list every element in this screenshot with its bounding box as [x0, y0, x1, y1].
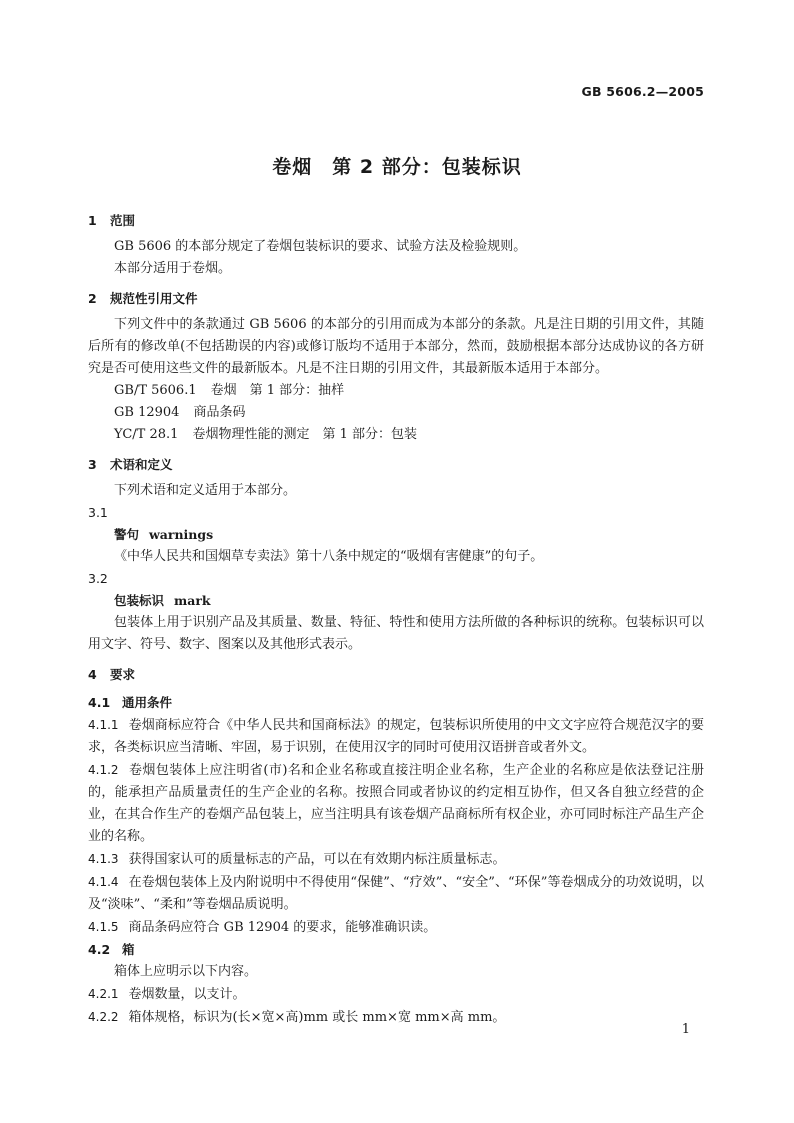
reference-title: 商品条码	[193, 405, 246, 420]
term-number: 3.1	[88, 505, 108, 520]
term-heading	[88, 590, 704, 612]
subsection-title: 通用条件	[122, 695, 173, 710]
clause-text: 箱体规格，标识为(长×宽×高)mm 或长 mm×宽 mm×高 mm。	[128, 1010, 506, 1025]
term-english: mark	[174, 593, 211, 608]
reference-title: 卷烟 第 1 部分：抽样	[210, 383, 345, 398]
term-definition: 《中华人民共和国烟草专卖法》第十八条中规定的“吸烟有害健康”的句子。	[114, 549, 544, 564]
term-english: warnings	[149, 527, 214, 542]
reference-item	[88, 380, 704, 402]
section-number: 2	[88, 291, 97, 306]
reference-code: GB 12904	[114, 405, 180, 420]
clause-number: 4.1.1	[88, 718, 119, 732]
reference-item	[88, 424, 704, 446]
standard-number: GB 5606.2—2005	[581, 84, 704, 99]
clause-4-1-3	[88, 848, 704, 871]
section-title: 规范性引用文件	[110, 291, 198, 306]
section-title: 要求	[110, 667, 136, 682]
subsection-heading	[88, 939, 704, 961]
clause-number: 4.1.2	[88, 763, 119, 777]
term-chinese: 包装标识	[114, 593, 165, 608]
document-title: 卷烟 第 2 部分：包装标识	[272, 156, 522, 178]
clause-number: 4.2.2	[88, 1010, 119, 1024]
page-number: 1	[681, 1022, 690, 1037]
clause-number: 4.2.1	[88, 987, 119, 1001]
clause-text: 卷烟包装体上应注明省(市)名和企业名称或直接注明企业名称，生产企业的名称应是依法登记注册的，能承担产品质量责任的生产企业的名称。按照合同或者协议的约定相互协作，但又各自独立经营的企业，在其合作生产的卷烟产品包装上，应当注明具有该卷烟产品商标所有权企业，亦可同时标注产品生产企业的名称。	[88, 763, 704, 844]
clause-4-1-4	[88, 871, 704, 916]
term-number: 3.2	[88, 571, 108, 586]
clause-4-2-1	[88, 983, 704, 1006]
paragraph: 本部分适用于卷烟。	[114, 261, 232, 276]
clause-text: 在卷烟包装体上及内附说明中不得使用“保健”、“疗效”、“安全”、“环保”等卷烟成分的功效说明，以及“淡味”、“柔和”等卷烟品质说明。	[88, 875, 704, 912]
section-title: 范围	[110, 213, 136, 228]
reference-title: 卷烟物理性能的测定 第 1 部分：包装	[192, 427, 417, 442]
paragraph: 下列术语和定义适用于本部分。	[114, 483, 297, 498]
clause-number: 4.1.5	[88, 920, 119, 934]
section-2-heading	[88, 288, 704, 310]
term-heading	[88, 524, 704, 546]
section-title: 术语和定义	[110, 457, 173, 472]
clause-text: 商品条码应符合 GB 12904 的要求，能够准确识读。	[128, 920, 437, 935]
term-chinese: 警句	[114, 527, 140, 542]
section-number: 4	[88, 667, 97, 682]
clause-4-2-2	[88, 1006, 704, 1029]
document-body	[88, 210, 704, 1029]
subsection-number: 4.2	[88, 942, 111, 957]
clause-text: 卷烟商标应符合《中华人民共和国商标法》的规定，包装标识所使用的中文文字应符合规范汉字的要求，各类标识应当清晰、牢固，易于识别，在使用汉字的同时可使用汉语拼音或者外文。	[88, 718, 704, 755]
clause-number: 4.1.3	[88, 852, 119, 866]
reference-item	[88, 402, 704, 424]
section-number: 3	[88, 457, 97, 472]
paragraph: GB 5606 的本部分规定了卷烟包装标识的要求、试验方法及检验规则。	[114, 239, 527, 254]
paragraph: 箱体上应明示以下内容。	[114, 964, 258, 979]
clause-text: 卷烟数量，以支计。	[128, 987, 246, 1002]
term-definition: 包装体上用于识别产品及其质量、数量、特征、特性和使用方法所做的各种标识的统称。包装标识可以用文字、符号、数字、图案以及其他形式表示。	[88, 615, 704, 652]
clause-4-1-1	[88, 714, 704, 759]
clause-4-1-5	[88, 916, 704, 939]
section-1-heading	[88, 210, 704, 232]
subsection-number: 4.1	[88, 695, 111, 710]
subsection-heading	[88, 692, 704, 714]
section-4-heading	[88, 664, 704, 686]
clause-4-1-2	[88, 759, 704, 848]
reference-code: GB/T 5606.1	[114, 383, 197, 398]
section-number: 1	[88, 213, 97, 228]
paragraph: 下列文件中的条款通过 GB 5606 的本部分的引用而成为本部分的条款。凡是注日期的引用文件，其随后所有的修改单(不包括勘误的内容)或修订版均不适用于本部分，然而，鼓励根据本部分达成协议的各方研究是否可使用这些文件的最新版本。凡是不注日期的引用文件，其最新版本适用于本部分。	[88, 317, 704, 376]
reference-code: YC/T 28.1	[114, 427, 179, 442]
subsection-title: 箱	[122, 942, 135, 957]
clause-number: 4.1.4	[88, 875, 119, 889]
clause-text: 获得国家认可的质量标志的产品，可以在有效期内标注质量标志。	[128, 852, 506, 867]
section-3-heading	[88, 454, 704, 476]
